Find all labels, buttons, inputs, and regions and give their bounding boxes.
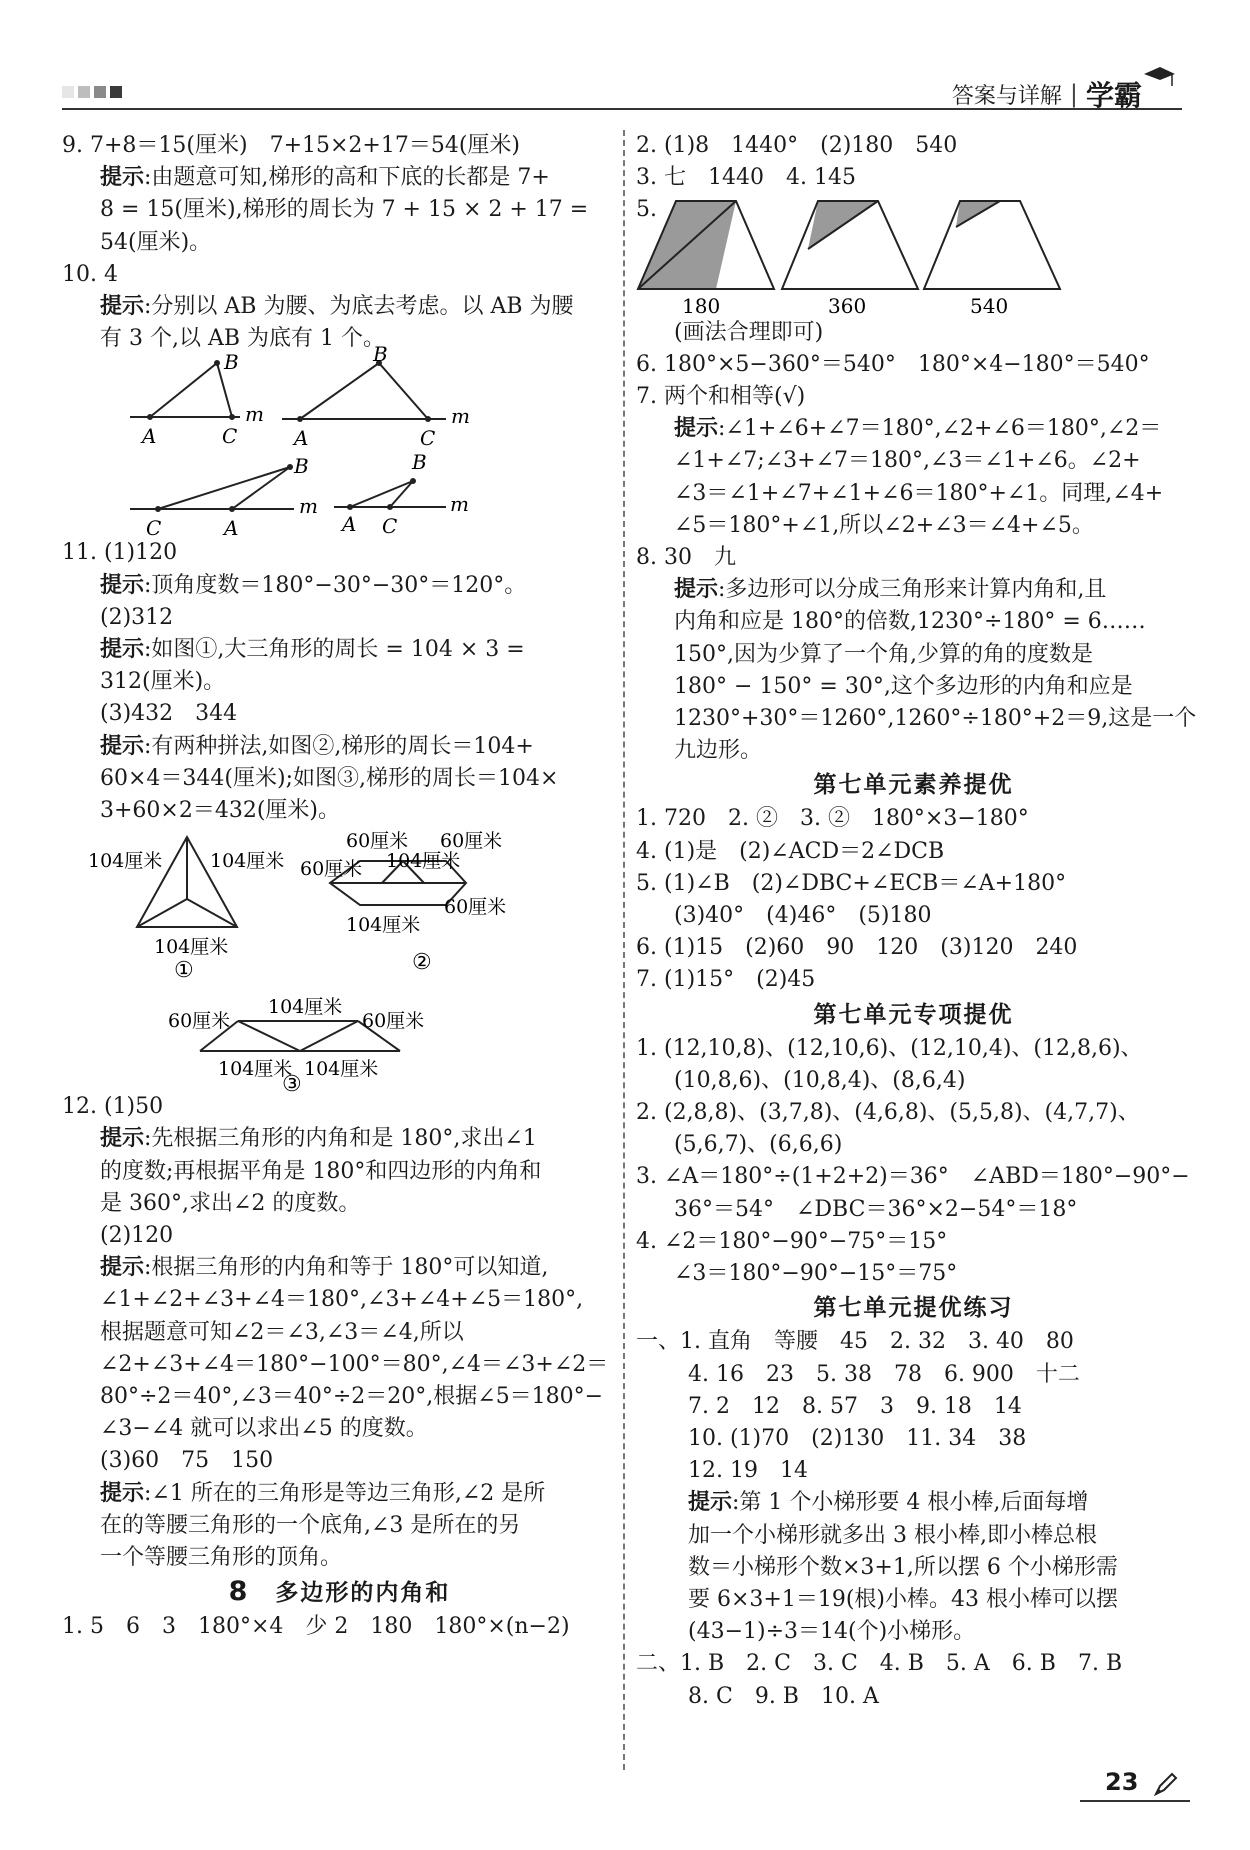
answer-line: ∠3＝∠1+∠7+∠1+∠6＝180°+∠1。同理,∠4+	[674, 480, 1164, 506]
label-m: m	[299, 494, 318, 519]
hint-label: 提示	[100, 1480, 145, 1506]
answer-line: 312(厘米)。	[100, 669, 226, 695]
hint-text: :先根据三角形的内角和是 180°,求出∠1	[144, 1126, 537, 1152]
answer-line: 要 6×3+1＝19(根)小棒。43 根小棒可以摆	[688, 1586, 1118, 1612]
section-number: 8	[228, 1576, 250, 1608]
answer-line: 1230°+30°＝1260°,1260°÷180°+2＝9,这是一个	[674, 706, 1197, 732]
label-104cm: 104厘米	[304, 1058, 379, 1081]
label-104cm: 104厘米	[210, 850, 285, 873]
page-number: 23	[1105, 1768, 1139, 1796]
answer-line: 8. C 9. B 10. A	[688, 1683, 879, 1709]
answer-line: 加一个小梯形就多出 3 根小棒,即小棒总根	[688, 1522, 1097, 1548]
trapezoid-label: 360	[828, 293, 867, 318]
answer-line: 1. 720 2. ② 3. ② 180°×3−180°	[636, 806, 1029, 832]
hint-text: :∠1 所在的三角形是等边三角形,∠2 是所	[144, 1480, 546, 1506]
answer-line: 4. ∠2＝180°−90°−75°＝15°	[636, 1228, 948, 1254]
square-1	[62, 86, 74, 98]
trapezoid-360	[782, 201, 918, 318]
left-column	[62, 130, 617, 1644]
label-104cm: 104厘米	[386, 850, 461, 873]
answer-line: 11. (1)120	[62, 540, 178, 566]
hint-line	[62, 291, 617, 323]
hint-label: 提示	[674, 577, 719, 603]
answer-line: 12. (1)50	[62, 1094, 164, 1120]
header-brand: 学霸	[1085, 79, 1142, 112]
hint-text: :有两种拼法,如图②,梯形的周长＝104+	[144, 733, 534, 759]
label-104cm: 104厘米	[218, 1058, 293, 1081]
q11-figure-2	[300, 830, 506, 975]
answer-line: 6. 180°×5−360°＝540° 180°×4−180°＝540°	[636, 351, 1150, 377]
answer-line: 7. (1)15° (2)45	[636, 967, 816, 993]
hint-text: :第 1 个小梯形要 4 根小棒,后面每增	[732, 1490, 1089, 1516]
hint-label: 提示	[674, 416, 719, 442]
answer-line: 36°＝54° ∠DBC＝36°×2−54°＝18°	[674, 1196, 1078, 1222]
label-60cm: 60厘米	[362, 1010, 425, 1033]
pencil-icon	[1152, 1770, 1180, 1798]
answer-line: 4. (1)是 (2)∠ACD＝2∠DCB	[636, 838, 945, 864]
q10-diagram-3	[130, 454, 318, 540]
figure-1-marker: ①	[174, 958, 194, 984]
label-m: m	[451, 404, 470, 429]
section-heading	[62, 1574, 617, 1611]
hint-label: 提示	[100, 637, 145, 663]
label-104cm: 104厘米	[154, 936, 229, 959]
answer-line: ∠3＝180°−90°−15°＝75°	[674, 1261, 958, 1287]
answer-line: 1. (12,10,8)、(12,10,6)、(12,10,4)、(12,8,6)、	[636, 1035, 1143, 1061]
figure-q10-triangles	[62, 342, 617, 541]
square-4	[110, 86, 122, 98]
answer-line: 5. (1)∠B (2)∠DBC+∠ECB＝∠A+180°	[636, 870, 1067, 896]
hint-text: :多边形可以分成三角形来计算内角和,且	[718, 577, 1107, 603]
answer-line: (3)60 75 150	[100, 1448, 274, 1474]
answer-line: 二、1. B 2. C 3. C 4. B 5. A 6. B 7. B	[636, 1651, 1123, 1677]
answer-line: (画法合理即可)	[674, 319, 824, 345]
answer-line: 8. 30 九	[636, 545, 736, 571]
answer-line: 数＝小梯形个数×3+1,所以摆 6 个小梯形需	[688, 1554, 1118, 1580]
answer-line: 4. 16 23 5. 38 78 6. 900 十二	[688, 1361, 1080, 1387]
answer-line: 1. 5 6 3 180°×4 少 2 180 180°×(n−2)	[62, 1614, 570, 1640]
label-104cm: 104厘米	[346, 914, 421, 937]
q11-figure-3	[168, 996, 424, 1097]
label-C: C	[222, 424, 238, 449]
hint-line	[636, 1487, 1191, 1519]
hint-line	[62, 634, 617, 666]
square-2	[78, 86, 90, 98]
hint-text: :根据三角形的内角和等于 180°可以知道,	[144, 1255, 549, 1281]
hint-text: :顶角度数＝180°−30°−30°＝120°。	[144, 572, 527, 598]
hint-text: :由题意可知,梯形的高和下底的长都是 7+	[144, 165, 550, 191]
answer-line: 12. 19 14	[688, 1458, 808, 1484]
answer-line: 根据题意可知∠2＝∠3,∠3＝∠4,所以	[100, 1319, 464, 1345]
answer-line: 的度数;再根据平角是 180°和四边形的内角和	[100, 1158, 542, 1184]
hint-line	[62, 162, 617, 194]
hint-label: 提示	[100, 733, 145, 759]
hint-text: :分别以 AB 为腰、为底去考虑。以 AB 为腰	[144, 294, 574, 320]
hint-line	[636, 574, 1191, 606]
section-heading: 第七单元提优练习	[813, 1295, 1014, 1322]
hint-line	[62, 1252, 617, 1284]
label-60cm: 60厘米	[440, 830, 503, 853]
answer-line: 3. ∠A＝180°÷(1+2+2)＝36° ∠ABD＝180°−90°−	[636, 1164, 1190, 1190]
answer-line: ∠3−∠4 就可以求出∠5 的度数。	[100, 1416, 428, 1442]
label-B: B	[373, 342, 388, 367]
answer-line: (3)432 344	[100, 701, 238, 727]
q10-diagram-4	[334, 450, 469, 538]
answer-line: 是 360°,求出∠2 的度数。	[100, 1190, 361, 1216]
label-104cm: 104厘米	[88, 850, 163, 873]
label-B: B	[224, 350, 239, 375]
answer-line: (2)312	[100, 604, 174, 630]
label-m: m	[245, 402, 264, 427]
q11-figure-1	[88, 837, 284, 983]
answer-line: 有 3 个,以 AB 为底有 1 个。	[100, 326, 386, 352]
trapezoid-540	[924, 201, 1060, 318]
answer-line: 150°,因为少算了一个角,少算的角的度数是	[674, 641, 1093, 667]
answer-line: 2. (1)8 1440° (2)180 540	[636, 133, 958, 158]
answer-line: 在的等腰三角形的一个底角,∠3 是所在的另	[100, 1512, 521, 1538]
answer-line: 7. 2 12 8. 57 3 9. 18 14	[688, 1393, 1022, 1419]
square-3	[94, 86, 106, 98]
answer-line: 3+60×2＝432(厘米)。	[100, 798, 341, 824]
trapezoid-label: 180	[682, 293, 721, 318]
answer-line: 2. (2,8,8)、(3,7,8)、(4,6,8)、(5,5,8)、(4,7,7)、	[636, 1100, 1140, 1126]
footer-rule	[1080, 1800, 1190, 1802]
hint-line	[636, 413, 1191, 445]
answer-line: 3. 七 1440 4. 145	[636, 165, 856, 191]
answer-line: (43−1)÷3＝14(个)小梯形。	[688, 1619, 976, 1645]
hint-text: :∠1+∠6+∠7＝180°,∠2+∠6＝180°,∠2＝	[718, 416, 1162, 442]
header-squares	[62, 86, 122, 98]
label-B: B	[412, 450, 427, 475]
label-60cm: 60厘米	[346, 830, 409, 853]
label-A: A	[342, 512, 357, 537]
trapezoid-label: 540	[970, 293, 1009, 318]
answer-line: 60×4＝344(厘米);如图③,梯形的周长＝104×	[100, 765, 559, 791]
answer-line: 7. 两个和相等(√)	[636, 384, 806, 410]
hint-label: 提示	[100, 1126, 145, 1152]
graduation-cap-icon	[1142, 64, 1176, 94]
answer-line: 9. 7+8＝15(厘米) 7+15×2+17＝54(厘米)	[62, 133, 521, 158]
label-A: A	[294, 426, 309, 451]
label-C: C	[420, 426, 436, 451]
page-header	[62, 72, 1182, 112]
answer-line: 10. 4	[62, 261, 118, 287]
answer-line: (2)120	[100, 1223, 174, 1249]
right-column	[636, 130, 1197, 1713]
q10-diagram-2	[282, 342, 470, 450]
answer-line: 内角和应是 180°的倍数,1230°÷180° = 6……	[674, 609, 1146, 635]
hint-line	[62, 731, 617, 763]
answer-line: 九边形。	[674, 738, 763, 764]
answer-line: 8 = 15(厘米),梯形的周长为 7 + 15 × 2 + 17 =	[100, 197, 589, 223]
figure-q11-shapes	[62, 827, 617, 1098]
trapezoid-180	[638, 201, 774, 318]
label-104cm: 104厘米	[268, 996, 343, 1019]
header-rule	[62, 108, 1182, 110]
hint-label: 提示	[100, 1255, 145, 1281]
answer-line: 5.	[636, 197, 657, 223]
label-C: C	[146, 516, 162, 541]
hint-text: :如图①,大三角形的周长 = 104 × 3 =	[144, 637, 525, 663]
hint-label: 提示	[100, 165, 145, 191]
section-heading: 第七单元素养提优	[813, 772, 1014, 799]
answer-line: (5,6,7)、(6,6,6)	[674, 1132, 843, 1158]
label-A: A	[224, 516, 239, 541]
label-A: A	[142, 424, 157, 449]
section-title: 多边形的内角和	[275, 1580, 451, 1607]
hint-line	[62, 570, 617, 602]
figure-3-marker: ③	[282, 1072, 302, 1098]
answer-line: 6. (1)15 (2)60 90 120 (3)120 240	[636, 935, 1078, 961]
answer-line: 80°÷2＝40°,∠3＝40°÷2＝20°,根据∠5＝180°−	[100, 1384, 604, 1410]
answer-line: 54(厘米)。	[100, 229, 212, 255]
figure-2-marker: ②	[412, 950, 432, 976]
header-subtitle: 答案与详解	[951, 83, 1062, 109]
figure-q5-trapezoids	[636, 197, 1191, 317]
hint-label: 提示	[100, 572, 145, 598]
label-60cm: 60厘米	[168, 1010, 231, 1033]
answer-line: 180° − 150° = 30°,这个多边形的内角和应是	[674, 673, 1133, 699]
q10-diagram-1	[130, 350, 264, 448]
answer-line: 一个等腰三角形的顶角。	[100, 1545, 343, 1571]
label-60cm: 60厘米	[300, 858, 363, 881]
hint-line	[62, 1123, 617, 1155]
answer-line: (10,8,6)、(10,8,4)、(8,6,4)	[674, 1067, 966, 1093]
label-B: B	[294, 454, 309, 479]
answer-line: ∠1+∠7;∠3+∠7＝180°,∠3＝∠1+∠6。∠2+	[674, 448, 1141, 474]
hint-line	[62, 1478, 617, 1510]
label-60cm: 60厘米	[444, 896, 507, 919]
answer-line: 10. (1)70 (2)130 11. 34 38	[688, 1425, 1027, 1451]
header-separator: |	[1069, 80, 1078, 108]
answer-line: 一、1. 直角 等腰 45 2. 32 3. 40 80	[636, 1329, 1074, 1355]
label-C: C	[382, 514, 398, 539]
label-m: m	[450, 492, 469, 517]
answer-line: (3)40° (4)46° (5)180	[674, 903, 932, 929]
answer-line: ∠2+∠3+∠4＝180°−100°＝80°,∠4＝∠3+∠2＝	[100, 1351, 609, 1377]
answer-line: ∠5＝180°+∠1,所以∠2+∠3＝∠4+∠5。	[674, 512, 1094, 538]
answer-line: ∠1+∠2+∠3+∠4＝180°,∠3+∠4+∠5＝180°,	[100, 1287, 584, 1313]
hint-label: 提示	[100, 294, 145, 320]
column-divider	[623, 130, 625, 1770]
hint-label: 提示	[688, 1490, 733, 1516]
section-heading: 第七单元专项提优	[813, 1001, 1014, 1028]
